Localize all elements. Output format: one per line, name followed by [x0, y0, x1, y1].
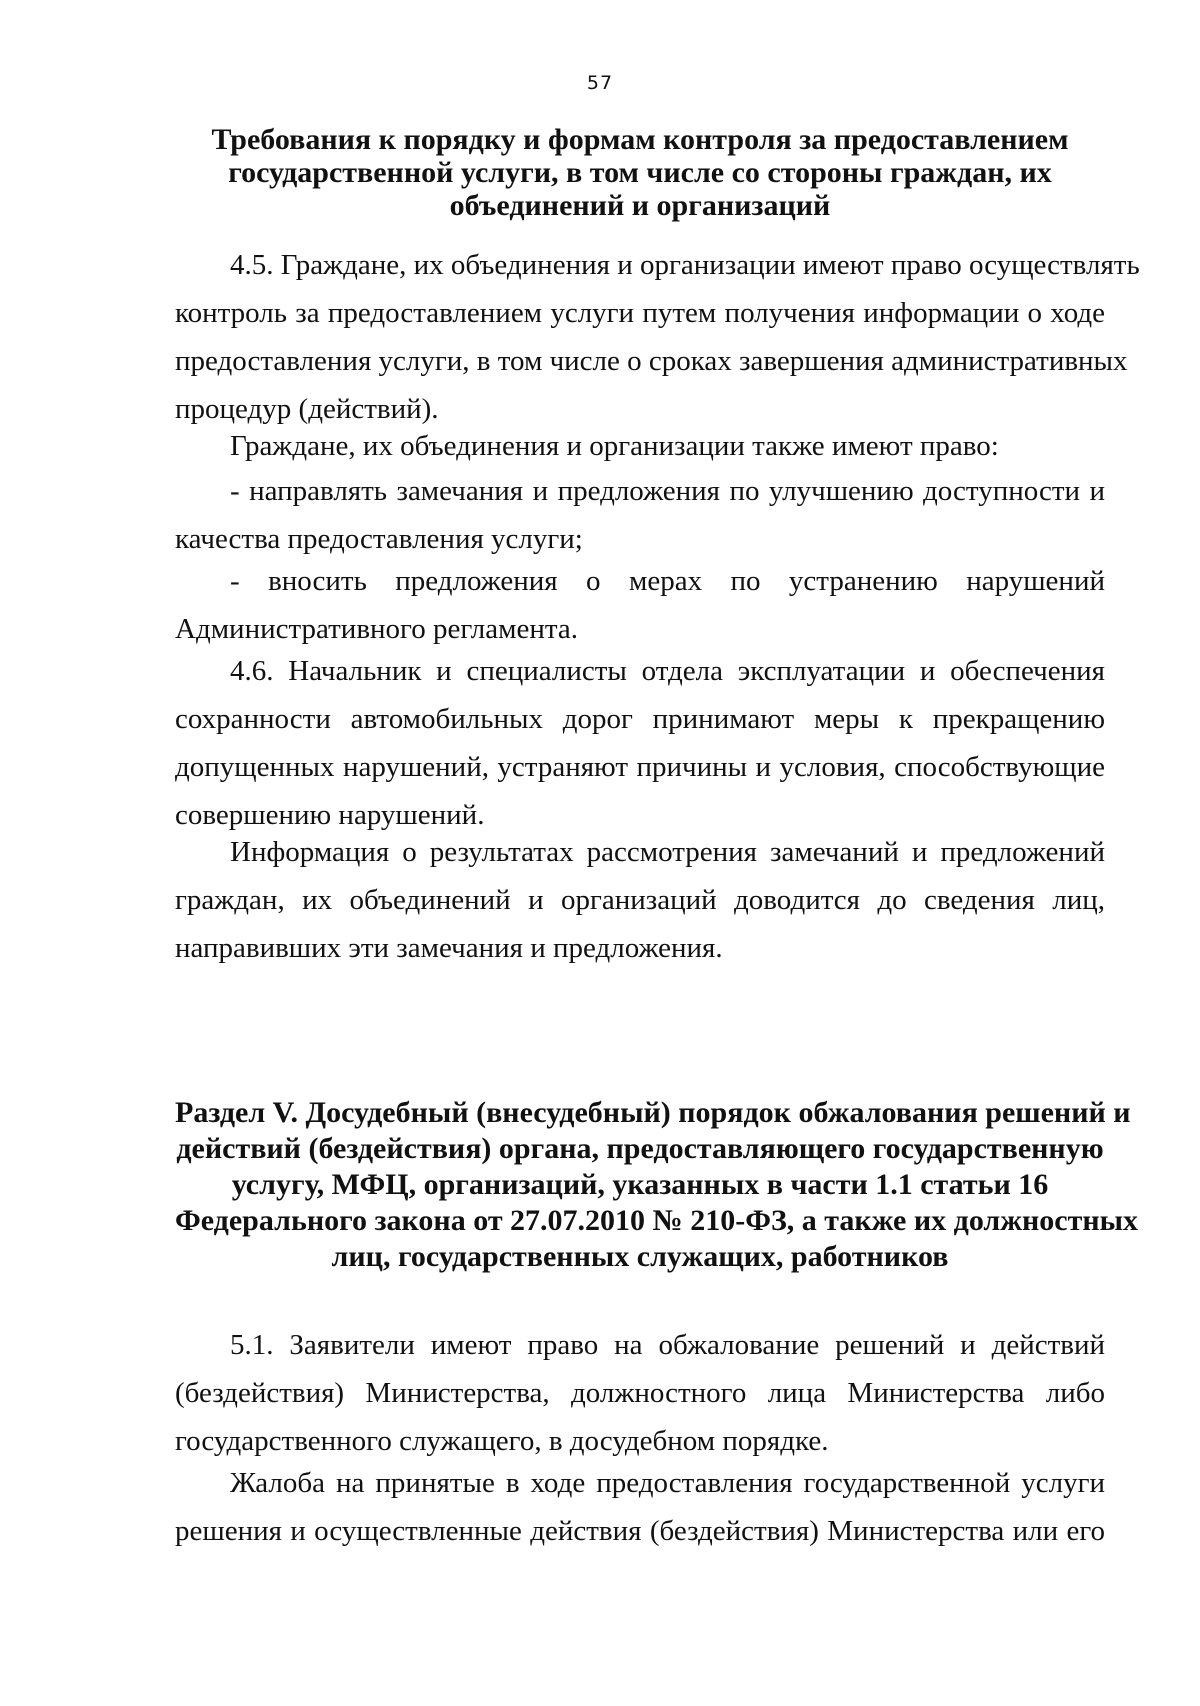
paragraph-bullet-1	[175, 467, 1105, 563]
text-line: - направлять замечания и предложения по улучшению доступности и	[230, 475, 1105, 507]
heading-line: Раздел V. Досудебный (внесудебный) порядок обжалования решений и	[175, 1096, 1131, 1129]
heading-line: Требования к порядку и формам контроля за предоставлением	[211, 123, 1069, 156]
paragraph-5-1	[175, 1321, 1105, 1465]
text-line: (бездействия) Министерства, должностного лица Министерства либо	[175, 1377, 1105, 1409]
text-line: сохранности автомобильных дорог принимают меры к прекращению	[175, 703, 1105, 735]
text-line: 4.6. Начальник и специалисты отдела эксплуатации и обеспечения	[230, 655, 1105, 687]
section-heading-appeal	[175, 1095, 1139, 1275]
text-line: Административного регламента.	[175, 613, 578, 645]
paragraph-complaint	[175, 1459, 1105, 1555]
text-line: государственного служащего, в досудебном порядке.	[175, 1425, 829, 1457]
text-line: Информация о результатах рассмотрения замечаний и предложений	[230, 836, 1105, 868]
text-line: процедур (действий).	[175, 393, 439, 425]
heading-line: лиц, государственных служащих, работников	[331, 1240, 949, 1273]
text-line: Граждане, их объединения и организации также имеют право:	[230, 430, 999, 462]
text-line: совершению нарушений.	[175, 799, 485, 831]
text-line: решения и осуществленные действия (бездействия) Министерства или его	[175, 1515, 1105, 1547]
heading-line: объединений и организаций	[449, 189, 831, 222]
paragraph-bullet-2	[175, 557, 1105, 653]
text-line: предоставления услуги, в том числе о сроках завершения административных	[175, 345, 1128, 377]
section-heading-control	[175, 123, 1105, 222]
text-line: граждан, их объединений и организаций доводится до сведения лиц,	[175, 884, 1105, 916]
text-line: допущенных нарушений, устраняют причины и условия, способствующие	[175, 751, 1105, 783]
text-line: Жалоба на принятые в ходе предоставления государственной услуги	[230, 1467, 1105, 1499]
text-line: контроль за предоставлением услуги путем получения информации о ходе	[175, 297, 1105, 329]
heading-line: действий (бездействия) органа, предоставляющего государственную	[176, 1132, 1104, 1165]
heading-line: Федерального закона от 27.07.2010 № 210-ФЗ, а также их должностных	[175, 1204, 1139, 1237]
paragraph-4-5	[175, 241, 1140, 433]
paragraph-rights	[175, 422, 1105, 470]
text-line: 4.5. Граждане, их объединения и организации имеют право осуществлять	[230, 249, 1140, 281]
paragraph-info	[175, 828, 1105, 972]
text-line: 5.1. Заявители имеют право на обжалование решений и действий	[230, 1329, 1105, 1361]
heading-line: государственной услуги, в том числе со стороны граждан, их	[228, 156, 1052, 189]
page-number: 57	[586, 72, 614, 94]
text-line: - вносить предложения о мерах по устранению нарушений	[230, 565, 1105, 597]
paragraph-4-6	[175, 647, 1105, 839]
text-line: качества предоставления услуги;	[175, 523, 583, 555]
heading-line: услугу, МФЦ, организаций, указанных в части 1.1 статьи 16	[231, 1168, 1049, 1201]
text-line: направивших эти замечания и предложения.	[175, 932, 723, 964]
